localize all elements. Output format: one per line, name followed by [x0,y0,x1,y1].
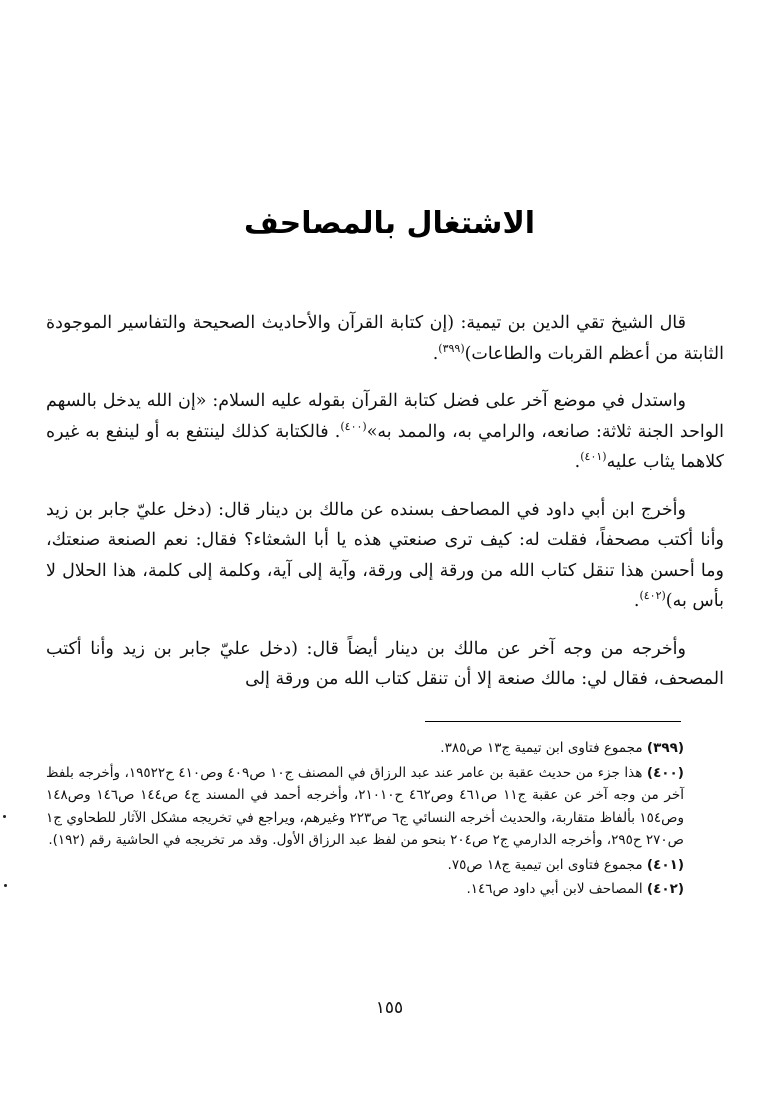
scan-speck [4,884,7,887]
paragraph-2 [46,386,724,478]
paragraph-text: واستدل في موضع آخر على فضل كتابة القرآن بقوله عليه السلام: «إن الله يدخل بالسهم الواحد الجنة ثلاثة: صانعه، والرامي به، والممد به» [46,391,724,442]
footnote-text: مجموع فتاوى ابن تيمية ج١٨ ص٧٥. [447,856,643,873]
scan-speck [3,815,6,818]
paragraph-tail: . [574,452,581,472]
footnote-item [46,878,684,901]
footnote-reference[interactable]: (٤٠١) [580,450,607,464]
chapter-title: الاشتغال بالمصاحف [243,206,536,241]
footnote-item [46,737,684,760]
paragraph-tail: . [432,343,439,364]
paragraph-tail: . فالكتابة كذلك لينتفع به أو لينفع به غيره كلاهما يثاب عليه [46,421,724,472]
footnote-text: هذا جزء من حديث عقبة بن عامر عند عبد الرزاق في المصنف ج١٠ ص٤٠٩ وص٤١٠ ح١٩٥٢٢، وأخرجه بلفظ آخر من وجه آخر عن عقبة ج١١ ص٤٦١ وص٤٦٢ ح٢١٠١٠، وأخرجه أحمد في المسند ج٤ ص١٤٤ ص١٤٦ وص١٤٨ وص١٥٤ بألفاظ متقاربة، والحديث أخرجه النسائي ج٦ ص٢٢٣ وغيرهم، ويراجع في تخريجه مشكل الآثار للطحاوي ج١ ص٢٧٠ ح٢٩٥، وأخرجه الدارمي ج٢ ص٢٠٤ بنحو من لفظ عبد الرزاق الأول. وقد مر تخريجه في الحاشية رقم (١٩٢). [46,764,685,848]
footnote-text: المصاحف لابن أبي داود ص١٤٦. [466,881,643,897]
paragraph-tail: . [633,591,640,611]
footnote-number: (٤٠٢) [646,881,684,897]
footnote-item [46,762,684,852]
paragraph-4 [46,634,724,695]
footnote-text: مجموع فتاوى ابن تيمية ج١٣ ص٣٨٥. [440,740,643,756]
footnote-number: (٤٠٠) [646,764,684,781]
paragraph-3 [46,495,724,617]
footnote-number: (٣٩٩) [646,740,684,756]
footnote-reference[interactable]: (٣٩٩) [438,341,465,355]
page-number: ١٥٥ [375,998,404,1018]
paragraph-text: وأخرج ابن أبي داود في المصاحف بسنده عن مالك بن دينار قال: (دخل عليّ جابر بن زيد وأنا أكتب مصحفاً، فقلت له: كيف ترى صنعتي هذه يا أبا الشعثاء؟ فقال: نعم الصنعة صنعتك، وما أحسن هذا تنقل كتاب الله من ورقة إلى ورقة، وآية إلى آية، وكلمة إلى كلمة، هذا الحلال لا بأس به) [46,499,724,611]
main-text [46,308,724,712]
footnotes-section [46,737,684,903]
paragraph-1 [46,308,724,369]
paragraph-text: قال الشيخ تقي الدين بن تيمية: (إن كتابة القرآن والأحاديث الصحيحة والتفاسير الموجودة الثابتة من أعظم القربات والطاعات) [46,313,724,364]
footnote-item [46,854,684,877]
footnote-reference[interactable]: (٤٠٢) [639,589,666,603]
footnote-number: (٤٠١) [646,856,684,873]
paragraph-text: وأخرجه من وجه آخر عن مالك بن دينار أيضاً قال: (دخل عليّ جابر بن زيد وأنا أكتب المصحف، فقال لي: مالك صنعة إلا أن تنقل كتاب الله من ورقة إلى [46,638,724,689]
footnote-divider [425,721,681,722]
footnote-reference[interactable]: (٤٠٠) [340,419,367,433]
